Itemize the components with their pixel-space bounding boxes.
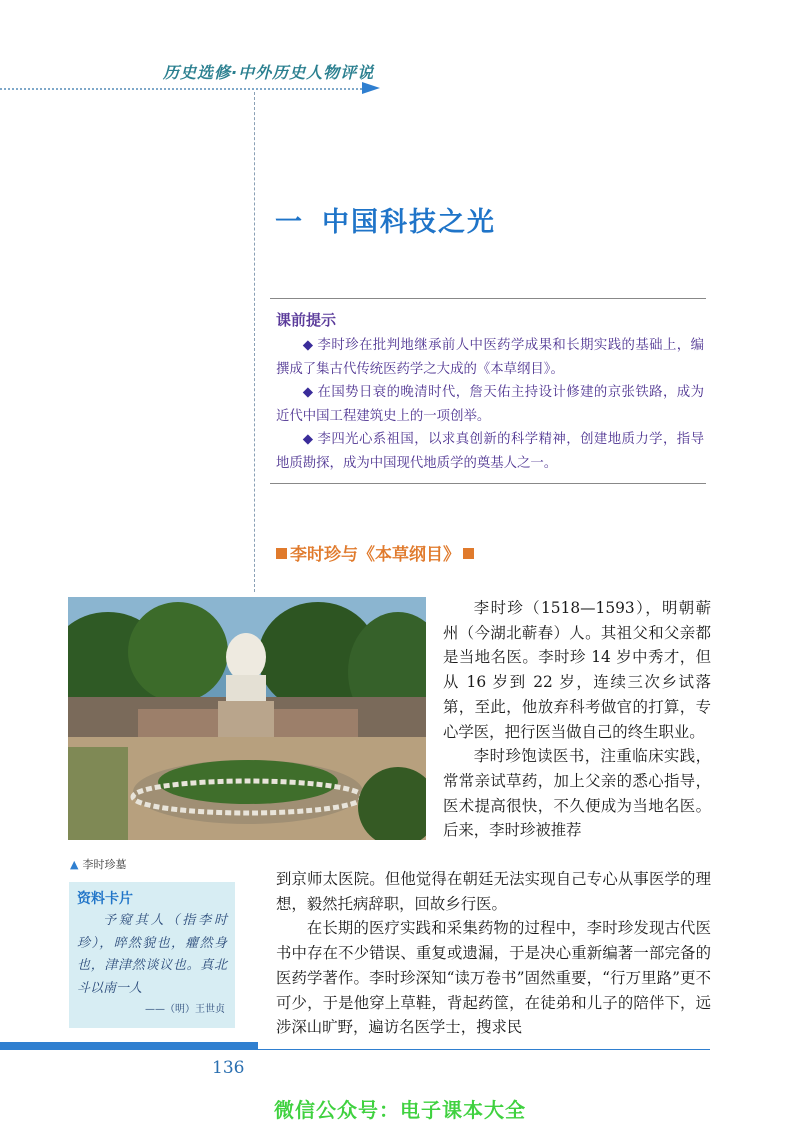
info-card bbox=[69, 882, 235, 1028]
photo-caption: ▲ 李时珍墓 bbox=[70, 858, 127, 871]
section-heading bbox=[273, 540, 477, 565]
footer-bar bbox=[0, 1042, 258, 1050]
tips-title: 课前提示 bbox=[276, 311, 337, 329]
tomb-photo bbox=[68, 597, 426, 840]
tip-item: ◆ 李四光心系祖国，以求真创新的科学精神，创建地质力学，指导地质勘探，成为中国现代地质学的奠基人之一。 bbox=[276, 432, 704, 471]
lesson-tips-box bbox=[270, 298, 706, 484]
chapter-heading bbox=[275, 200, 496, 239]
diamond-bullet-icon: ◆ bbox=[302, 385, 314, 400]
footer-rule bbox=[258, 1049, 710, 1050]
watermark: 微信公众号：电子课本大全 bbox=[274, 1098, 526, 1122]
header-dotted-rule bbox=[0, 88, 362, 90]
arrow-icon bbox=[362, 82, 380, 94]
diamond-bullet-icon: ◆ bbox=[302, 432, 314, 447]
card-source: ——（明）王世贞 bbox=[145, 1004, 225, 1015]
tip-item: ◆ 在国势日衰的晚清时代，詹天佑主持设计修建的京张铁路，成为近代中国工程建筑史上的一项创举。 bbox=[276, 385, 704, 424]
paragraph: 李时珍（1518—1593），明朝蕲州（今湖北蕲春）人。其祖父和父亲都是当地名医。李时珍 14 岁中秀才，但从 16 岁到 22 岁，连续三次乡试落第，至此，他放弃科考做官的打算，专心学医，把行医当做自己的终生职业。 bbox=[443, 599, 711, 741]
paragraph: 李时珍饱读医书，注重临床实践，常常亲试草药，加上父亲的悉心指导，医术提高很快，不久便成为当地名医。后来，李时珍被推荐 bbox=[443, 747, 711, 840]
card-title: 资料卡片 bbox=[77, 891, 133, 907]
square-marker-icon bbox=[276, 548, 287, 559]
square-marker-icon bbox=[463, 548, 474, 559]
diamond-bullet-icon: ◆ bbox=[302, 338, 314, 353]
tip-item: ◆ 李时珍在批判地继承前人中医药学成果和长期实践的基础上，编撰成了集古代传统医药学之大成的《本草纲目》。 bbox=[276, 338, 704, 377]
body-column-full bbox=[276, 867, 711, 1040]
page-number: 136 bbox=[212, 1058, 245, 1078]
body-column-right bbox=[443, 596, 711, 843]
triangle-marker-icon: ▲ bbox=[70, 858, 79, 871]
card-quote: 予窥其人（指李时珍），晬然貌也，癯然身也，津津然谈议也。真北斗以南一人 bbox=[77, 913, 227, 996]
paragraph: 到京师太医院。但他觉得在朝廷无法实现自己专心从事医学的理想，毅然托病辞职，回故乡行医。 bbox=[276, 870, 711, 913]
paragraph: 在长期的医疗实践和采集药物的过程中，李时珍发现古代医书中存在不少错误、重复或遗漏，于是决心重新编著一部完备的医药学著作。李时珍深知“读万卷书”固然重要，“行万里路”更不可少，于是他穿上草鞋，背起药筐，在徒弟和儿子的陪伴下，远涉深山旷野，遍访名医学士，搜求民 bbox=[276, 919, 711, 1037]
chapter-title: 中国科技之光 bbox=[322, 207, 496, 238]
series-title: 历史选修·中外历史人物评说 bbox=[163, 63, 375, 82]
margin-dashed-line bbox=[254, 92, 255, 592]
section-title: 李时珍与《本草纲目》 bbox=[290, 545, 460, 565]
chapter-number: 一 bbox=[275, 207, 304, 238]
